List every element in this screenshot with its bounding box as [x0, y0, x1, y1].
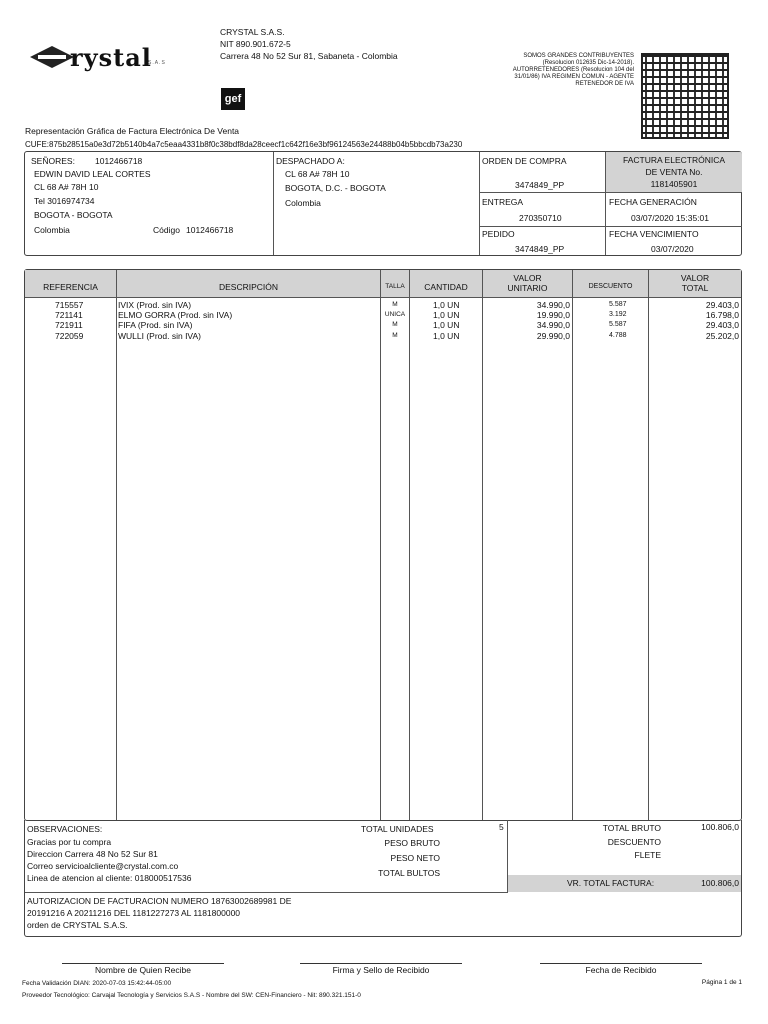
- customer-code-label: Código: [153, 225, 180, 235]
- total-bultos-label: TOTAL BULTOS: [378, 868, 440, 878]
- autorizacion-line: AUTORIZACION DE FACTURACION NUMERO 18763002689981 DE: [27, 896, 292, 906]
- cell-desc: IVIX (Prod. sin IVA): [118, 300, 192, 310]
- cell-descuento: 5.587: [609, 301, 627, 308]
- cufe-code: CUFE:875b28515a0e3d72b5140b4a7c5eaa4331b8f0c38bdf8da28ceecf1c642f16e3bf96124563e24488b04b5bbcdb73a230: [25, 140, 463, 149]
- document-title: Representación Gráfica de Factura Electrónica De Venta: [25, 126, 240, 136]
- invoice-title-line2: DE VENTA No.: [645, 167, 703, 177]
- cell-ref: 715557: [55, 300, 84, 310]
- fecha-generacion-value: 03/07/2020 15:35:01: [631, 213, 709, 223]
- observaciones-label: OBSERVACIONES:: [27, 824, 103, 834]
- col-header-valor-unitario-1: VALOR: [513, 273, 542, 283]
- cell-unit: 34.990,0: [536, 320, 570, 330]
- vr-total-factura-value: 100.806,0: [701, 878, 739, 888]
- cell-unit: 19.990,0: [536, 310, 570, 320]
- descuento-label: DESCUENTO: [607, 837, 661, 847]
- total-bruto-value: 100.806,0: [701, 822, 739, 832]
- cell-desc: ELMO GORRA (Prod. sin IVA): [118, 310, 233, 320]
- signature-fecha-label: Fecha de Recibido: [585, 965, 657, 975]
- cell-cant: 1,0 UN: [433, 300, 460, 310]
- customer-country: Colombia: [34, 225, 70, 235]
- cell-total: 29.403,0: [705, 320, 739, 330]
- observacion-line: Linea de atencion al cliente: 018000517536: [27, 873, 192, 883]
- col-header-cantidad: CANTIDAD: [424, 282, 468, 292]
- cell-talla: UNICA: [384, 311, 406, 318]
- totals-box: [24, 820, 742, 937]
- qr-code: [641, 53, 729, 139]
- customer-id: 1012466718: [95, 156, 143, 166]
- col-header-valor-total-2: TOTAL: [681, 283, 709, 293]
- col-header-valor-total-1: VALOR: [680, 273, 710, 283]
- cell-total: 25.202,0: [705, 331, 739, 341]
- peso-neto-label: PESO NETO: [390, 853, 440, 863]
- observacion-line: Gracias por tu compra: [27, 837, 112, 847]
- customer-name: EDWIN DAVID LEAL CORTES: [34, 169, 151, 179]
- cell-ref: 721911: [55, 320, 83, 330]
- observacion-line: Direccion Carrera 48 No 52 Sur 81: [27, 849, 158, 859]
- company-address: Carrera 48 No 52 Sur 81, Sabaneta - Colombia: [220, 51, 398, 61]
- invoice-title-line1: FACTURA ELECTRÓNICA: [622, 155, 726, 165]
- entrega-value: 270350710: [519, 213, 562, 223]
- vr-total-factura-label: VR. TOTAL FACTURA:: [567, 878, 655, 888]
- autorizacion-line: 20191216 A 20211216 DEL 1181227273 AL 1181800000: [27, 908, 241, 918]
- col-header-valor-unitario-2: UNITARIO: [507, 283, 548, 293]
- col-header-descripcion: DESCRIPCIÓN: [218, 282, 279, 292]
- company-name: CRYSTAL S.A.S.: [220, 27, 285, 37]
- orden-compra-value: 3474849_PP: [515, 180, 565, 190]
- cell-total: 16.798,0: [705, 310, 739, 320]
- gef-logo: gef: [221, 88, 245, 110]
- tax-status-line: SOMOS GRANDES CONTRIBUYENTES: [523, 53, 634, 59]
- pedido-value: 3474849_PP: [515, 244, 565, 254]
- flete-label: FLETE: [634, 850, 661, 860]
- cell-unit: 29.990,0: [536, 331, 570, 341]
- observacion-line: Correo servicioalcliente@crystal.com.co: [27, 861, 179, 871]
- signature-line-firma: [300, 963, 462, 964]
- fecha-generacion-label: FECHA GENERACIÓN: [609, 197, 697, 207]
- col-header-descuento: DESCUENTO: [588, 283, 633, 290]
- fecha-vencimiento-value: 03/07/2020: [651, 244, 694, 254]
- cell-talla: M: [392, 332, 398, 339]
- tax-status-line: (Resolucion 012635 Dic-14-2018).: [542, 60, 634, 66]
- cell-ref: 721141: [55, 310, 83, 320]
- tax-status: [480, 53, 634, 88]
- cell-desc: FIFA (Prod. sin IVA): [118, 320, 193, 330]
- orden-compra-label: ORDEN DE COMPRA: [482, 156, 567, 166]
- cell-total: 29.403,0: [705, 300, 739, 310]
- col-header-talla: TALLA: [385, 283, 405, 290]
- cell-talla: M: [392, 301, 398, 308]
- signature-recibe-label: Nombre de Quien Recibe: [95, 965, 191, 975]
- page-number: Página 1 de 1: [701, 979, 742, 986]
- logo-suffix: S.A.S: [148, 60, 166, 66]
- cell-talla: M: [392, 321, 398, 328]
- shipping-label: DESPACHADO A:: [276, 156, 345, 166]
- logo-text: rystal: [70, 43, 152, 72]
- cell-cant: 1,0 UN: [433, 320, 460, 330]
- customer-code: 1012466718: [186, 225, 234, 235]
- customer-tel: Tel 3016974734: [34, 196, 95, 206]
- info-box: [24, 151, 742, 256]
- company-nit: NIT 890.901.672-5: [220, 39, 291, 49]
- proveedor-tecnologico: Proveedor Tecnológico: Carvajal Tecnología y Servicios S.A.S - Nombre del SW: CEN-Financiero - Nit: 890.321.151-0: [22, 992, 361, 999]
- invoice-number: 1181405901: [650, 179, 698, 189]
- col-header-referencia: REFERENCIA: [43, 282, 98, 292]
- cell-descuento: 5.587: [609, 321, 627, 328]
- signature-line-recibe: [62, 963, 224, 964]
- entrega-label: ENTREGA: [482, 197, 524, 207]
- total-unidades-value: 5: [499, 822, 504, 832]
- tax-status-line: 31/01/86) IVA REGIMEN COMUN - AGENTE: [514, 74, 634, 80]
- company-logo: [30, 38, 180, 78]
- fecha-vencimiento-label: FECHA VENCIMIENTO: [609, 229, 699, 239]
- signature-line-fecha: [540, 963, 702, 964]
- pedido-label: PEDIDO: [482, 229, 515, 239]
- signature-firma-label: Firma y Sello de Recibido: [332, 965, 430, 975]
- logo-mark-icon: [30, 46, 74, 68]
- total-unidades-label: TOTAL UNIDADES: [361, 824, 434, 834]
- tax-status-line: AUTORRETENEDORES (Resolucion 104 del: [512, 67, 634, 73]
- fecha-validacion-dian: Fecha Validación DIAN: 2020-07-03 15:42:44-05:00: [22, 980, 172, 987]
- shipping-country: Colombia: [285, 198, 321, 208]
- cell-descuento: 3.192: [609, 311, 627, 318]
- total-bruto-label: TOTAL BRUTO: [602, 823, 661, 833]
- autorizacion-line: orden de CRYSTAL S.A.S.: [27, 920, 128, 930]
- cell-cant: 1,0 UN: [433, 331, 460, 341]
- items-table: [24, 269, 742, 821]
- customer-address: CL 68 A# 78H 10: [34, 182, 99, 192]
- customer-label: SEÑORES:: [31, 156, 75, 166]
- customer-city: BOGOTA - BOGOTA: [34, 210, 113, 220]
- cell-desc: WULLI (Prod. sin IVA): [118, 331, 201, 341]
- tax-status-line: RETENEDOR DE IVA: [575, 81, 634, 87]
- cell-unit: 34.990,0: [536, 300, 570, 310]
- peso-bruto-label: PESO BRUTO: [384, 838, 440, 848]
- shipping-address: CL 68 A# 78H 10: [285, 169, 350, 179]
- cell-cant: 1,0 UN: [433, 310, 460, 320]
- cell-ref: 722059: [55, 331, 84, 341]
- table-row: [25, 330, 741, 342]
- cell-descuento: 4.788: [609, 332, 627, 339]
- shipping-city: BOGOTA, D.C. - BOGOTA: [285, 183, 386, 193]
